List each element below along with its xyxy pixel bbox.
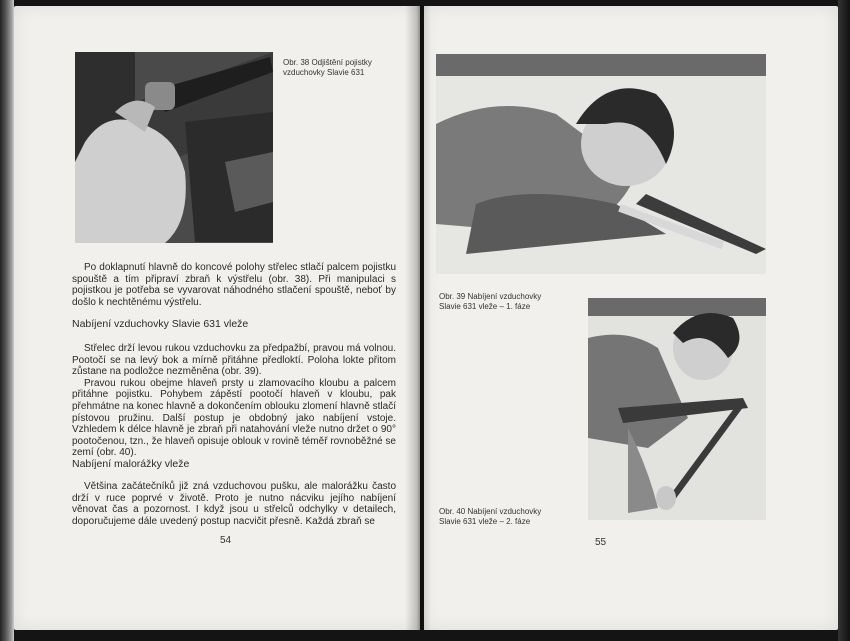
- photo-obr-39: [436, 54, 766, 274]
- caption-obr-38: [283, 58, 372, 77]
- left-body-para-2: [72, 343, 396, 459]
- caption-line: Slavie 631 vleže – 2. fáze: [439, 516, 531, 526]
- caption-line: Obr. 40 Nabíjení vzduchovky: [439, 507, 542, 516]
- book-edge-right: [838, 0, 850, 641]
- paragraph: Většina začátečníků již zná vzduchovou pušku, ale malorážku často drží v ruce poprvé v životě. Proto je nutno nácviku jejího nabíjení věnovat čas a pozornost. I když jsou u střelců odchylky v detailech, doporučujeme dále uvedený postup nacvičit přesně. Každá zbraň se: [72, 481, 396, 527]
- paragraph: Po doklapnutí hlavně do koncové polohy střelec stlačí palcem pojistku spouště a tím připraví zbraň k výstřelu (obr. 38). Při manipulaci s pojistkou je potřeba se vyvarovat náhodného stlačení spouště, neboť by došlo k nechtěnému výstřelu.: [72, 262, 396, 308]
- caption-obr-40: [439, 507, 541, 526]
- caption-line: Slavie 631 vleže – 1. fáze: [439, 301, 531, 311]
- left-body-para-1: [72, 262, 396, 308]
- paragraph: Pravou rukou obejme hlaveň prsty u zlamovacího kloubu a palcem přitáhne pojistku. Pohybem zápěstí pootočí hlaveň v kloubu, pak přehmátne na konec hlavně a dokončením oblouku zlomení hlavně stlačí pístovou pružinu. Další postup je obdobný jako nabíjení vstoje. Vzhledem k délce hlavně je zbraň při natahování vleže nutno držet o 90° pootočenou, tzn., že hlaveň opisuje oblouk v rovině téměř rovnoběžné se zemí (obr. 40).: [72, 377, 396, 459]
- caption-line: Obr. 38 Odjištění pojistky: [283, 58, 372, 67]
- section-heading-2: Nabíjení malorážky vleže: [72, 458, 190, 470]
- page-number-left: 54: [220, 535, 232, 546]
- caption-line: Obr. 39 Nabíjení vzduchovky: [439, 292, 542, 301]
- section-heading-1: Nabíjení vzduchovky Slavie 631 vleže: [72, 318, 249, 330]
- left-body-para-3: [72, 481, 396, 527]
- caption-obr-39: [439, 292, 541, 311]
- book-edge-left: [0, 0, 14, 641]
- caption-line: vzduchovky Slavie 631: [283, 67, 365, 77]
- photo-obr-40: [588, 298, 766, 520]
- photo-obr-38: [75, 52, 273, 243]
- paragraph: Střelec drží levou rukou vzduchovku za předpažbí, pravou má volnou. Pootočí se na levý bok a mírně přitáhne předloktí. Poloha lokte přitom zůstane na podložce nezměněna (obr. 39).: [72, 343, 396, 378]
- book-spine-gutter: [405, 6, 431, 630]
- page-number-right: 55: [595, 537, 607, 548]
